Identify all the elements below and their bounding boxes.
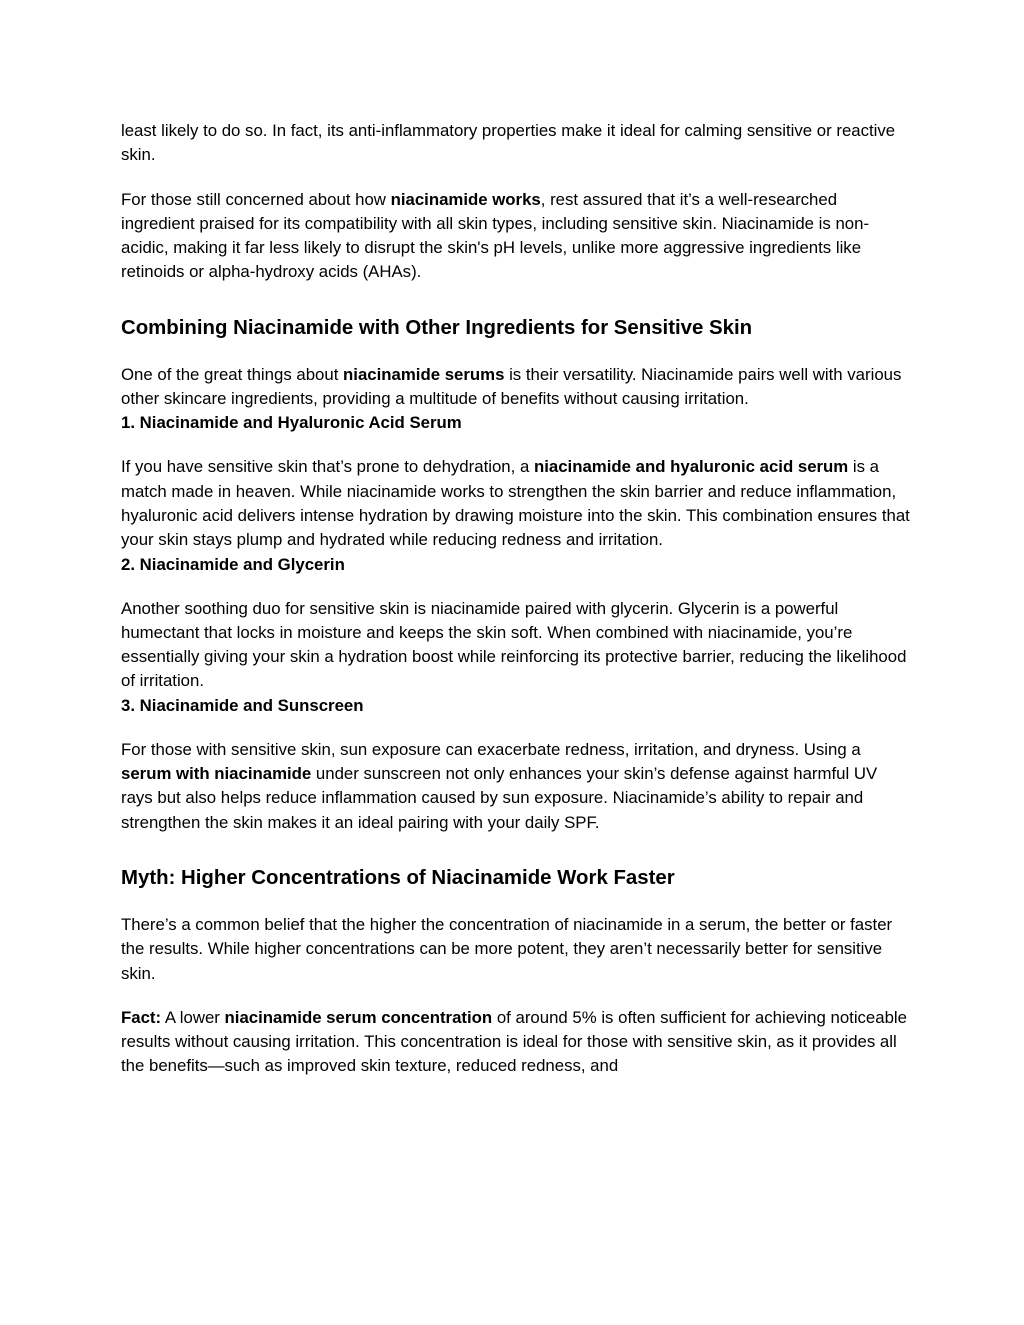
paragraph-text: is a match made in heaven. While niacinamide works to strengthen the skin barrier and reduce inflammation, hyaluronic acid delivers intense hydration by drawing moisture into the skin. This combination ensures that your skin stays plump and hydrated while reducing redness and irritation. bbox=[121, 457, 910, 550]
paragraph-text: One of the great things about bbox=[121, 364, 344, 384]
paragraph-sunscreen bbox=[121, 738, 911, 835]
subheading-sunscreen: 3. Niacinamide and Sunscreen bbox=[121, 695, 364, 715]
bold-keyword: niacinamide serum concentration bbox=[224, 1007, 493, 1027]
paragraph-fact bbox=[121, 1006, 911, 1079]
section-heading-myth: Myth: Higher Concentrations of Niacinamide Work Faster bbox=[121, 866, 675, 889]
paragraph-text: For those still concerned about how bbox=[121, 189, 391, 209]
paragraph-intro-continuation bbox=[121, 119, 911, 168]
bold-keyword: niacinamide works bbox=[390, 189, 541, 209]
subheading-glycerin: 2. Niacinamide and Glycerin bbox=[121, 554, 345, 574]
paragraph-text: under sunscreen not only enhances your skin’s defense against harmful UV rays but also helps reduce inflammation caused by sun exposure. Niacinamide’s ability to repair and strengthen the skin makes it an ideal pairing with your daily SPF. bbox=[121, 764, 878, 832]
document-page bbox=[121, 119, 911, 1079]
bold-keyword: niacinamide serums bbox=[343, 364, 505, 384]
subheading-hyaluronic-acid: 1. Niacinamide and Hyaluronic Acid Serum bbox=[121, 413, 462, 433]
bold-keyword: niacinamide and hyaluronic acid serum bbox=[533, 457, 849, 477]
fact-label: Fact: bbox=[121, 1007, 162, 1027]
paragraph-text: Another soothing duo for sensitive skin is niacinamide paired with glycerin. Glycerin is a powerful humectant that locks in moisture and keeps the skin soft. When combined with niacinamide, you’re essentially giving your skin a hydration boost while reinforcing its protective barrier, reducing the likelihood of irritation. bbox=[121, 598, 907, 691]
paragraph-text: least likely to do so. In fact, its anti-inflammatory properties make it ideal for calming sensitive or reactive skin. bbox=[121, 121, 896, 165]
section-heading-combining: Combining Niacinamide with Other Ingredients for Sensitive Skin bbox=[121, 316, 753, 339]
paragraph-text: is their versatility. Niacinamide pairs well with various other skincare ingredients, providing a multitude of benefits without causing irritation. bbox=[121, 364, 902, 409]
paragraph-how-niacinamide-works bbox=[121, 188, 911, 285]
bold-keyword: serum with niacinamide bbox=[121, 764, 312, 784]
paragraph-glycerin bbox=[121, 597, 911, 694]
paragraph-text: There’s a common belief that the higher the concentration of niacinamide in a serum, the better or faster the results. While higher concentrations can be more potent, they aren’t necessarily better for sensitive skin. bbox=[121, 914, 893, 983]
paragraph-text: , rest assured that it’s a well-researched ingredient praised for its compatibility with all skin types, including sensitive skin. Niacinamide is non-acidic, making it far less likely to disrupt the skin's pH levels, unlike more aggressive ingredients like retinoids or alpha-hydroxy acids (AHAs). bbox=[121, 189, 870, 282]
paragraph-text: A lower bbox=[161, 1007, 225, 1027]
paragraph-versatility bbox=[121, 363, 911, 412]
paragraph-common-belief bbox=[121, 913, 911, 986]
paragraph-text: For those with sensitive skin, sun exposure can exacerbate redness, irritation, and dryness. Using a bbox=[121, 739, 861, 759]
paragraph-hyaluronic-acid bbox=[121, 455, 911, 552]
paragraph-text: of around 5% is often sufficient for achieving noticeable results without causing irritation. This concentration is ideal for those with sensitive skin, as it provides all the benefits—such as improved skin texture, reduced redness, and bbox=[121, 1007, 907, 1076]
paragraph-text: If you have sensitive skin that’s prone to dehydration, a bbox=[121, 457, 534, 477]
